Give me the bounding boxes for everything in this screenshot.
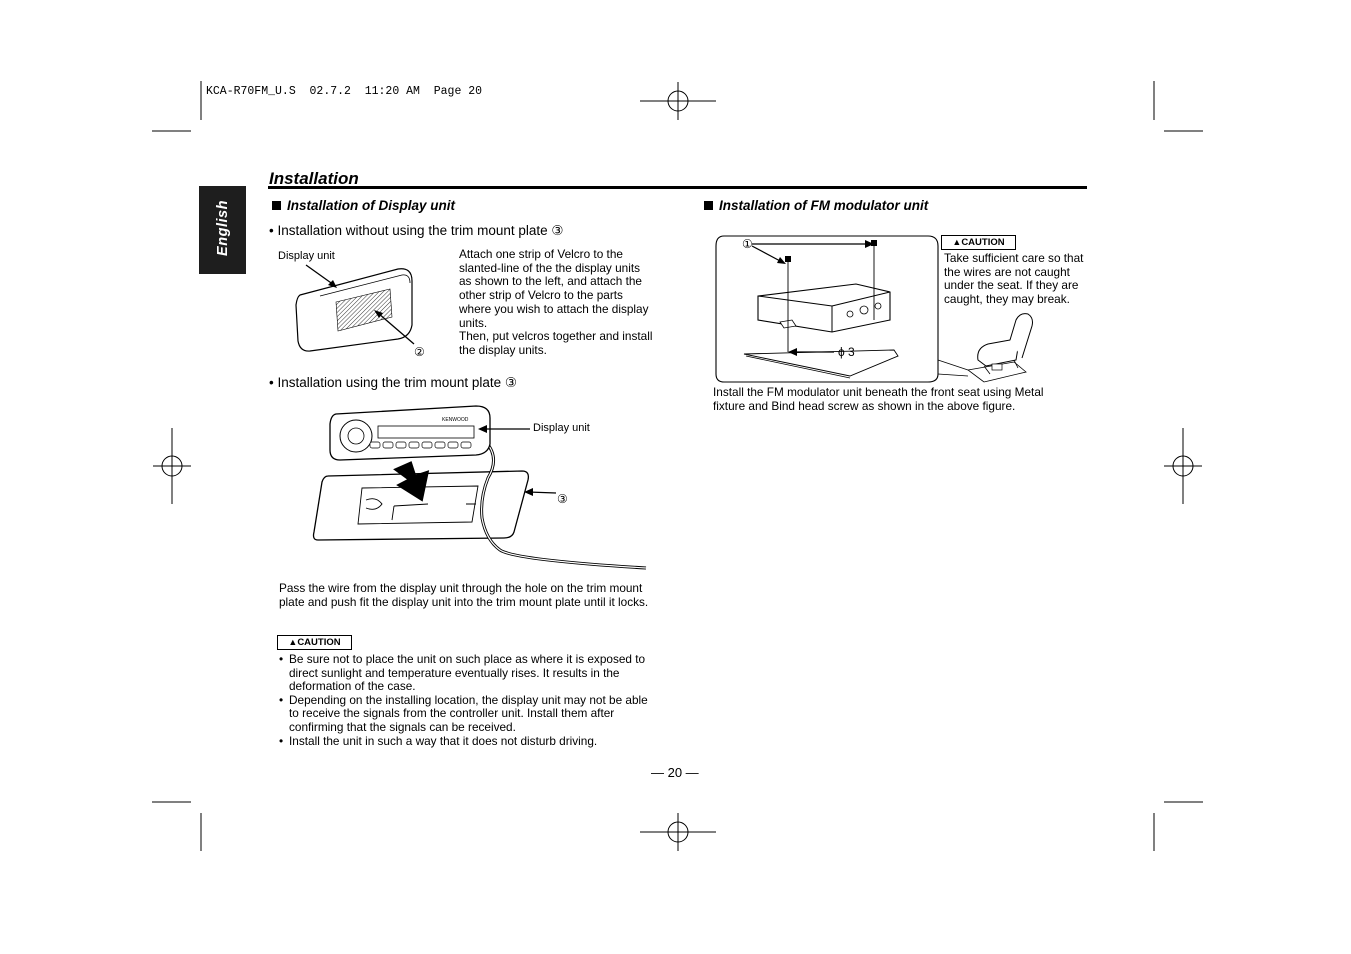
fig1-callout-2: ② — [414, 345, 425, 359]
caution-item: • Depending on the installing location, the display unit may not be able to receive the signals from the controller unit. Install them after confirming that the signals can be received. — [279, 694, 649, 735]
fig2-brand-text: KENWOOD — [442, 417, 469, 423]
fm-fig-diameter: ϕ 3 — [838, 345, 855, 359]
warning-triangle-icon: ▲ — [952, 237, 962, 247]
with-plate-line: • Installation using the trim mount plate ③ — [269, 375, 517, 390]
side-tab-label: English — [215, 200, 231, 256]
warning-triangle-icon: ▲ — [288, 637, 298, 647]
page-number: — 20 — — [651, 765, 699, 780]
fig1-display-unit-illustration — [260, 245, 460, 365]
print-slug: KCA-R70FM_U.S 02.7.2 11:20 AM Page 20 — [206, 85, 483, 98]
caution-item: • Be sure not to place the unit on such place as where it is exposed to direct sunlight and temperature eventually rises. It results in the deformation of the case. — [279, 653, 649, 694]
caution-badge-left — [277, 635, 352, 650]
section-title: Installation — [269, 169, 359, 188]
fm-fig-callout-1: ① — [742, 237, 753, 251]
fig1-display-unit-label: Display unit — [278, 250, 335, 262]
display-unit-heading — [272, 198, 455, 213]
square-bullet-icon — [704, 201, 713, 210]
fig2-display-unit-label: Display unit — [533, 422, 590, 434]
fm-install-text: Install the FM modulator unit beneath the front seat using Metal fixture and Bind head screw as shown in the above figure. — [713, 385, 1044, 413]
fm-modulator-heading — [704, 198, 928, 213]
wire-instructions: Pass the wire from the display unit through the hole on the trim mount plate and push fit the display unit into the trim mount plate until it locks. — [279, 581, 649, 609]
velcro-instructions: Attach one strip of Velcro to the slanted-line of the the display units as shown to the left, and attach the other strip of Velcro to the parts where you wish to attach the display units. Then, put velcros together and install the display units. — [459, 247, 653, 357]
without-plate-line: • Installation without using the trim mount plate ③ — [269, 223, 564, 238]
caution-list — [279, 653, 649, 748]
caution-badge-right — [941, 235, 1016, 250]
display-unit-heading-text: Installation of Display unit — [287, 198, 456, 213]
fm-caution-text: Take sufficient care so that the wires are not caught under the seat. If they are caught, they may break. — [944, 251, 1084, 307]
fig2-callout-3: ③ — [557, 492, 568, 506]
square-bullet-icon — [272, 201, 281, 210]
side-tab-english — [199, 186, 246, 274]
caution-item: • Install the unit in such a way that it does not disturb driving. — [279, 735, 649, 749]
caution-label-left: CAUTION — [297, 637, 341, 648]
fm-modulator-heading-text: Installation of FM modulator unit — [719, 198, 929, 213]
caution-label-right: CAUTION — [961, 237, 1005, 248]
fig2-trim-mount-illustration — [300, 400, 660, 580]
